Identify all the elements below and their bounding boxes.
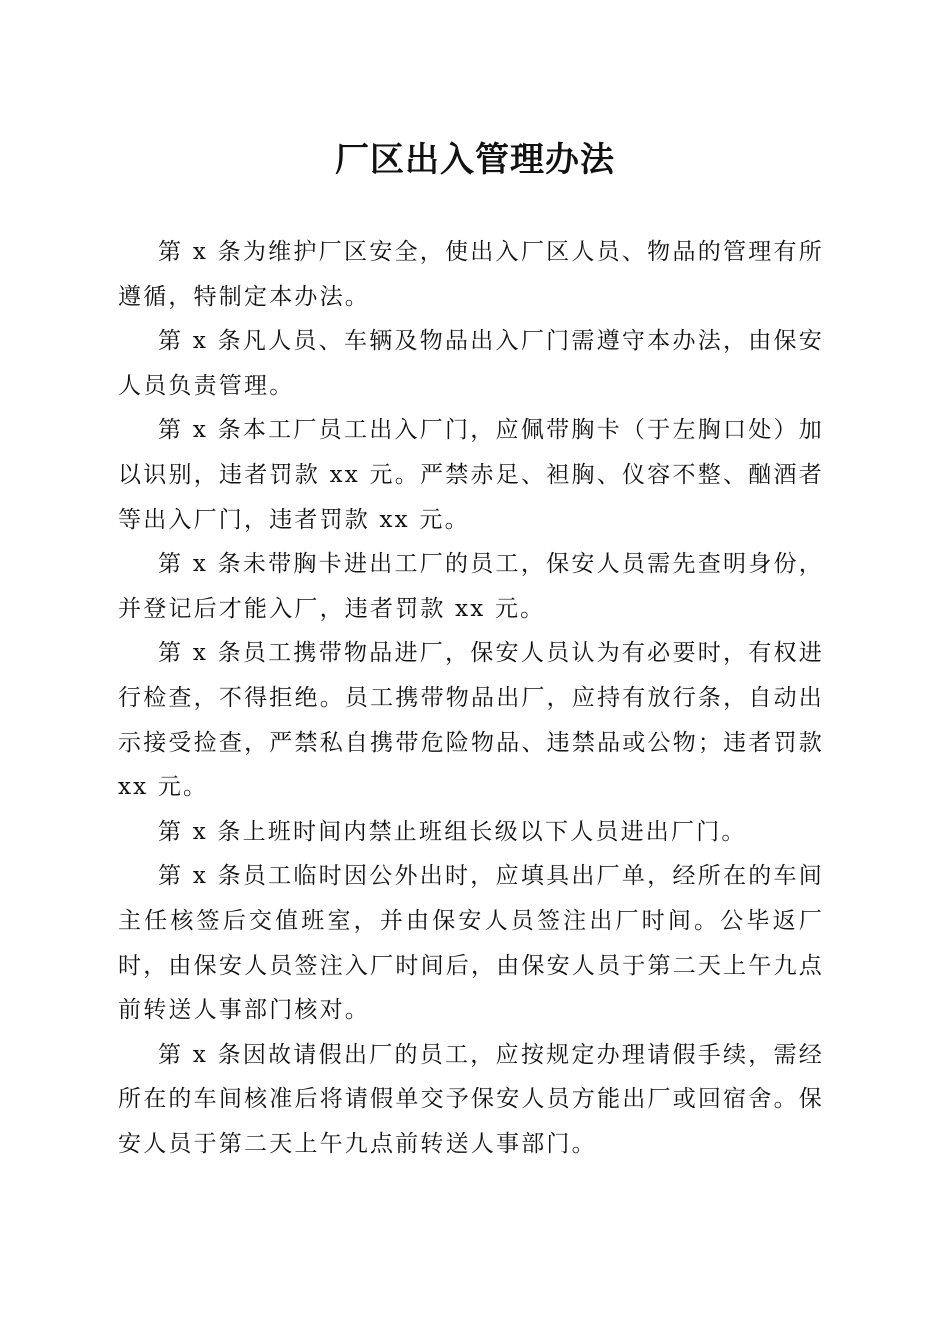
article-paragraph: 第 x 条员工携带物品进厂，保安人员认为有必要时，有权进行检查，不得拒绝。员工携带物品出厂，应持有放行条，自动出示接受捡查，严禁私自携带危险物品、违禁品或公物；违者罚款 xx 元。 <box>118 640 824 801</box>
article-paragraph: 第 x 条本工厂员工出入厂门，应佩带胸卡（于左胸口处）加以识别，违者罚款 xx 元。严禁赤足、袒胸、仪容不整、酗酒者等出入厂门，违者罚款 xx 元。 <box>118 417 824 533</box>
article-paragraph: 第 x 条因故请假出厂的员工，应按规定办理请假手续，需经所在的车间核准后将请假单交予保安人员方能出厂或回宿舍。保安人员于第二天上午九点前转送人事部门。 <box>118 1041 824 1157</box>
document-title: 厂区出入管理办法 <box>335 140 615 180</box>
article-paragraph: 第 x 条上班时间内禁止班组长级以下人员进出厂门。 <box>158 818 747 845</box>
document-body <box>118 230 824 1166</box>
article-paragraph: 第 x 条凡人员、车辆及物品出入厂门需遵守本办法，由保安人员负责管理。 <box>118 328 824 399</box>
article-paragraph: 第 x 条员工临时因公外出时，应填具出厂单，经所在的车间主任核签后交值班室，并由保安人员签注出厂时间。公毕返厂时，由保安人员签注入厂时间后，由保安人员于第二天上午九点前转送人事部门核对。 <box>118 863 824 1024</box>
article-paragraph: 第 x 条未带胸卡进出工厂的员工，保安人员需先查明身份，并登记后才能入厂，违者罚款 xx 元。 <box>118 551 824 622</box>
article-paragraph: 第 x 条为维护厂区安全，使出入厂区人员、物品的管理有所遵循，特制定本办法。 <box>118 239 824 310</box>
